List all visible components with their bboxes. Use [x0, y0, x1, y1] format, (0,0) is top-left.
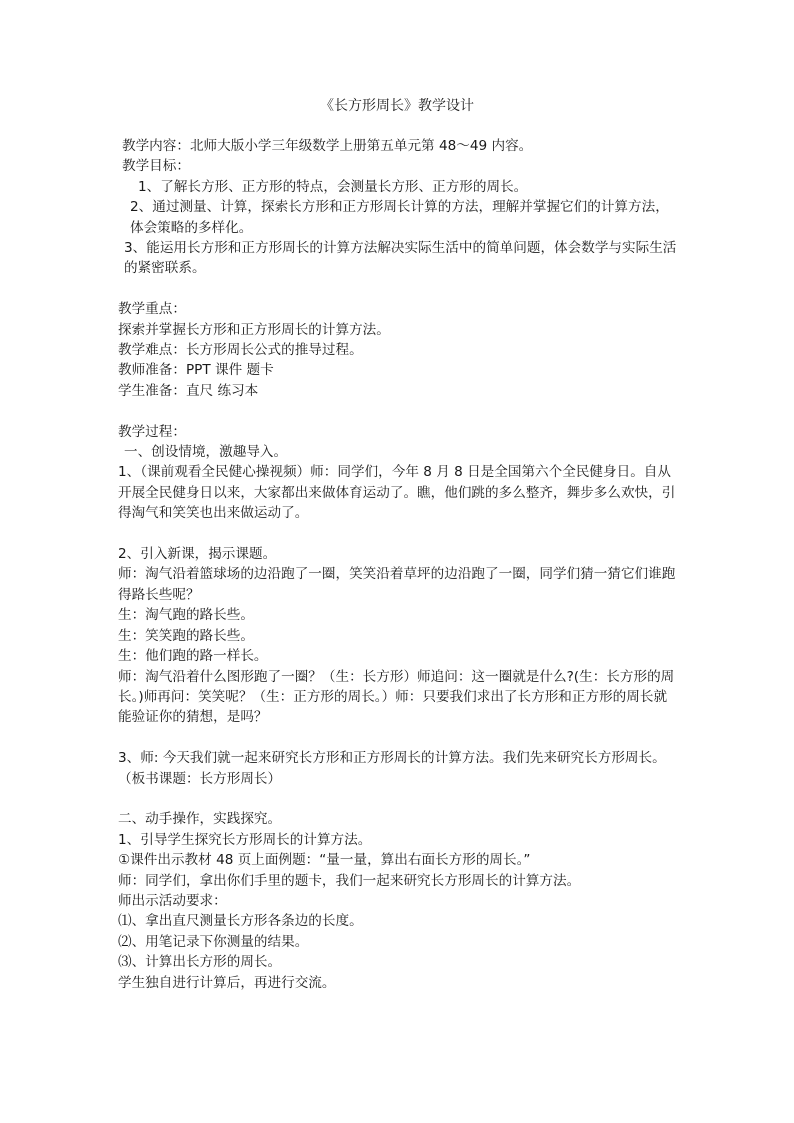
part2-student-work: 学生独自进行计算后，再进行交流。 [118, 974, 336, 991]
document-title: 《长方形周长》教学设计 [320, 98, 474, 114]
part1-step2-heading: 2、引入新课，揭示课题。 [118, 546, 277, 563]
key-points-text: 探索并掌握长方形和正方形周长的计算方法。 [118, 321, 390, 338]
part2-heading: 二、动手操作，实践探究。 [118, 811, 282, 828]
part2-example: ①课件出示教材 48 页上面例题：“量一量，算出右面长方形的周长。” [118, 852, 531, 869]
spacer [118, 279, 680, 299]
goal-3: 3、能运用长方形和正方形周长的计算方法解决实际生活中的简单问题，体会数学与实际生活的紧密联系。 [124, 240, 677, 277]
part2-activity-item-2: ⑵、用笔记录下你测量的结果。 [118, 933, 309, 950]
key-points-heading: 教学重点： [118, 301, 186, 318]
part1-step2-dialogue: 师：淘气沿着什么图形跑了一圈？（生：长方形）师追问：这一圈就是什么?(生：长方形的周长。)师再问：笑笑呢？（生：正方形的周长。）师：只要我们求出了长方形和正方形的周长就能验证你的猜想，是吗？ [118, 668, 675, 726]
spacer [118, 728, 680, 748]
student-prep-text: 学生准备：直尺 练习本 [118, 382, 259, 399]
part2-step1-heading: 1、引导学生探究长方形周长的计算方法。 [118, 831, 372, 848]
part1-heading: 一、创设情境，激趣导入。 [124, 444, 288, 461]
part1-step2-student-answer-1: 生：淘气跑的路长些。 [118, 607, 254, 624]
part2-activity-item-1: ⑴、拿出直尺测量长方形各条边的长度。 [118, 913, 363, 930]
goal-1: 1、了解长方形、正方形的特点，会测量长方形、正方形的周长。 [138, 178, 528, 195]
part2-teacher-instruction: 师：同学们，拿出你们手里的题卡，我们一起来研究长方形周长的计算方法。 [118, 872, 581, 889]
spacer [118, 789, 680, 809]
document-body [118, 136, 680, 993]
part1-step3: 3、师: 今天我们就一起来研究长方形和正方形周长的计算方法。我们先来研究长方形周长。（板书课题：长方形周长） [118, 750, 666, 787]
part1-step1: 1、（课前观看全民健心操视频）师：同学们，今年 8 月 8 日是全国第六个全民健身日。自从开展全民健身日以来，大家都出来做体育运动了。瞧，他们跳的多么整齐，舞步多么欢快，引得淘气和笑笑也出来做运动了。 [118, 464, 676, 522]
part1-step2-teacher-question: 师：淘气沿着篮球场的边沿跑了一圈，笑笑沿着草坪的边沿跑了一圈，同学们猜一猜它们谁跑得路长些呢？ [118, 566, 676, 603]
goal-2: 2、通过测量、计算，探索长方形和正方形周长计算的方法，理解并掌握它们的计算方法，体会策略的多样化。 [130, 199, 669, 236]
teacher-prep-text: 教师准备：PPT 课件 题卡 [118, 362, 274, 379]
part2-activity-heading: 师出示活动要求： [118, 892, 227, 909]
part1-step2-student-answer-3: 生：他们跑的路一样长。 [118, 648, 268, 665]
process-heading: 教学过程： [118, 423, 186, 440]
teaching-content: 教学内容：北师大版小学三年级数学上册第五单元第 48～49 内容。 [122, 138, 533, 154]
part1-step2-student-answer-2: 生：笑笑跑的路长些。 [118, 627, 254, 644]
difficulty-text: 教学难点：长方形周长公式的推导过程。 [118, 342, 363, 359]
spacer [118, 401, 680, 421]
goals-heading: 教学目标： [122, 158, 190, 175]
spacer [118, 524, 680, 544]
part2-activity-item-3: ⑶、计算出长方形的周长。 [118, 954, 282, 971]
